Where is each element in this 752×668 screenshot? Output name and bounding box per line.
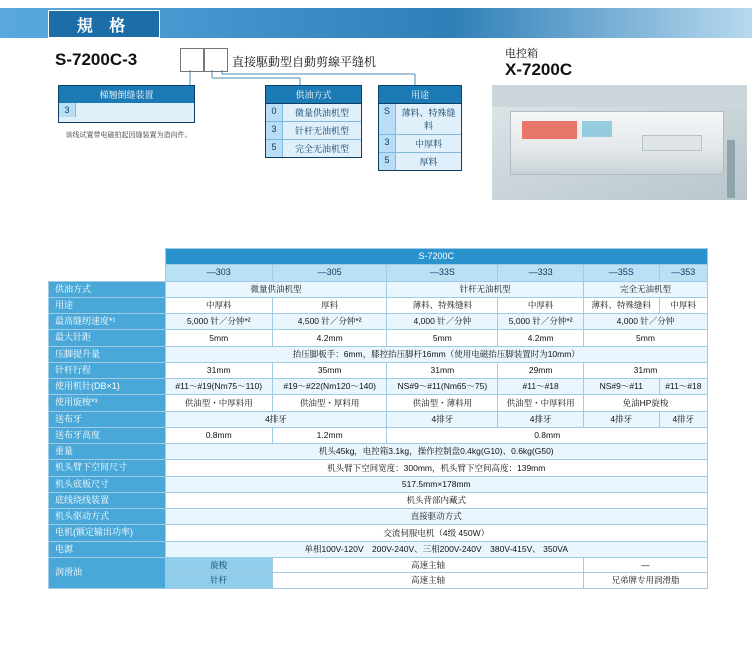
code-box-1 [180,48,204,72]
table-cell: 5mm [583,330,707,346]
code-box-2 [204,48,228,72]
row-header: 压脚提升量 [49,346,166,362]
table-row [49,509,708,525]
trimmer-note: 该线试置带电磁拍起因缝装置为造向件。 [65,132,192,139]
table-cell: 1.2mm [272,427,386,443]
table-cell: 抬压脚板手：6mm，膝控抬压脚杆16mm（使用电磁抬压脚装置时为10mm） [165,346,708,362]
row-header: 润滑油 [49,557,166,588]
table-cell: 兄弟牌专用润滑脂 [583,573,707,589]
table-cell: 5mm [165,330,272,346]
photo-arm [492,85,747,107]
table-cell: 29mm [498,362,584,378]
column-header: —353 [659,265,707,281]
oil-type-key: 0 [266,104,283,121]
spacer-cell [49,265,166,281]
table-cell: 4排牙 [659,411,707,427]
table-row [49,476,708,492]
table-row [49,395,708,411]
row-header: 供油方式 [49,281,166,297]
row-subheader: 针杆 [165,573,272,589]
table-cell: 中厚料 [165,297,272,313]
table-cell: #11～#19(Nm75～110) [165,379,272,395]
control-box-photo [492,85,747,200]
table-cell: 高速主轴 [272,573,583,589]
header-title-box [48,10,160,38]
use-type-row [379,135,461,153]
group-header: S-7200C [165,249,708,265]
table-cell: — [583,557,707,573]
table-cell: 4排牙 [387,411,498,427]
table-cell: 4排牙 [165,411,387,427]
table-cell: 4,000 针／分钟 [387,314,498,330]
table-row [49,314,708,330]
photo-label: 电控箱 [505,48,538,60]
oil-type-row [266,104,361,122]
trimmer-table [58,85,195,123]
table-cell: NS#9～#11(Nm65～75) [387,379,498,395]
table-cell: #11～#18 [659,379,707,395]
table-cell: #11～#18 [498,379,584,395]
oil-type-title: 供油方式 [266,86,361,104]
table-cell: 薄料、特殊缝料 [583,297,659,313]
table-cell: 薄料、特殊缝料 [387,297,498,313]
table-cell: 31mm [387,362,498,378]
row-header: 送布牙 [49,411,166,427]
column-header: —333 [498,265,584,281]
use-type-key: S [379,104,396,134]
oil-type-row [266,122,361,140]
row-header: 最高缝纫速度*¹ [49,314,166,330]
table-cell: 35mm [272,362,386,378]
table-cell: 中厚料 [498,297,584,313]
table-row [49,362,708,378]
table-row [49,411,708,427]
table-cell: 直接驱动方式 [165,509,708,525]
photo-label-plate [642,135,702,151]
use-type-key: 3 [379,135,396,152]
table-cell: 5,000 针／分钟*² [498,314,584,330]
table-cell: 厚料 [272,297,386,313]
table-row [49,525,708,541]
photo-model: X-7200C [505,60,573,79]
table-cell: 4.2mm [272,330,386,346]
table-cell: 5mm [387,330,498,346]
row-header: 最大针距 [49,330,166,346]
table-row [49,379,708,395]
column-header: —33S [387,265,498,281]
row-header: 送布牙高度 [49,427,166,443]
table-cell: 针杆无油机型 [387,281,584,297]
table-cell: #19～#22(Nm120～140) [272,379,386,395]
table-cell: 机头45kg，电控箱3.1kg，操作控制盘0.4kg(G10)、0.6kg(G50) [165,444,708,460]
row-header: 使用旋梭*³ [49,395,166,411]
table-cell: 供油型・中厚料用 [498,395,584,411]
use-type-row [379,153,461,170]
table-row [49,330,708,346]
table-cell: 5,000 针／分钟*² [165,314,272,330]
table-cell: 微量供油机型 [165,281,387,297]
oil-type-key: 5 [266,140,283,157]
row-header: 电机(额定输出功率) [49,525,166,541]
use-type-title: 用途 [379,86,461,104]
use-type-key: 5 [379,153,396,170]
table-cell: 供油型・厚料用 [272,395,386,411]
page-title: 規 格 [76,17,132,35]
table-cell: 0.8mm [165,427,272,443]
column-header: —35S [583,265,659,281]
table-row [49,281,708,297]
row-header: 针杆行程 [49,362,166,378]
column-header: —303 [165,265,272,281]
table-row [49,427,708,443]
table-row [49,492,708,508]
row-header: 底线绕线装置 [49,492,166,508]
row-header: 用途 [49,297,166,313]
oil-type-label: 针杆无油机型 [294,126,349,136]
use-type-label: 薄料、特殊缝料 [401,108,456,131]
table-cell: 高速主轴 [272,557,583,573]
table-header-row [49,265,708,281]
oil-type-label: 完全无油机型 [294,144,349,154]
table-cell: 交流伺服电机（4级 450W） [165,525,708,541]
trimmer-key: 3 [59,103,76,117]
row-subheader: 旋梭 [165,557,272,573]
use-type-table [378,85,462,171]
table-cell: 中厚料 [659,297,707,313]
column-header: —305 [272,265,386,281]
table-cell: 4排牙 [583,411,659,427]
oil-type-key: 3 [266,122,283,139]
table-row [49,346,708,362]
photo-red-screen [522,121,577,139]
table-cell: 4,000 针／分钟 [583,314,707,330]
oil-type-label: 微量供油机型 [294,108,349,118]
spacer-cell [49,249,166,265]
row-header: 机头臂下空间尺寸 [49,460,166,476]
row-header: 机头驱动方式 [49,509,166,525]
table-row [49,541,708,557]
table-cell: 4,500 针／分钟*² [272,314,386,330]
row-header: 电源 [49,541,166,557]
table-cell: 供油型・中厚料用 [165,395,272,411]
row-header: 机头底板尺寸 [49,476,166,492]
table-cell: 517.5mm×178mm [165,476,708,492]
trimmer-table-title: 梯翘倒缝装置 [59,86,194,103]
row-header: 使用机针(DB×1) [49,379,166,395]
table-cell: 完全无油机型 [583,281,707,297]
table-cell: 机头背部内藏式 [165,492,708,508]
table-cell: 单相100V-120V 200V-240V、三相200V-240V 380V-415V、 350VA [165,541,708,557]
table-row [49,249,708,265]
table-cell: 31mm [583,362,707,378]
table-cell: 0.8mm [387,427,708,443]
table-row [49,460,708,476]
table-row [49,557,708,573]
trimmer-value [76,103,194,117]
oil-type-row [266,140,361,157]
model-code: S-7200C-3 [55,50,138,69]
model-description: 直接駆動型自動剪線平缝机 [232,55,377,69]
table-row [49,297,708,313]
table-cell: 机头臂下空间宽度：300mm，机头臂下空间高度：139mm [165,460,708,476]
table-cell: 4.2mm [498,330,584,346]
use-type-row [379,104,461,135]
table-cell: 4排牙 [498,411,584,427]
table-cell: 供油型・薄料用 [387,395,498,411]
specification-table [48,248,708,589]
photo-blue-screen [582,121,612,137]
oil-type-table [265,85,362,158]
row-header: 重量 [49,444,166,460]
photo-stand [727,140,735,198]
use-type-label: 厚料 [419,157,438,167]
table-cell: 31mm [165,362,272,378]
table-cell: 免油HP旋梭 [583,395,707,411]
use-type-label: 中厚料 [414,139,442,149]
table-row [49,444,708,460]
table-cell: NS#9～#11 [583,379,659,395]
